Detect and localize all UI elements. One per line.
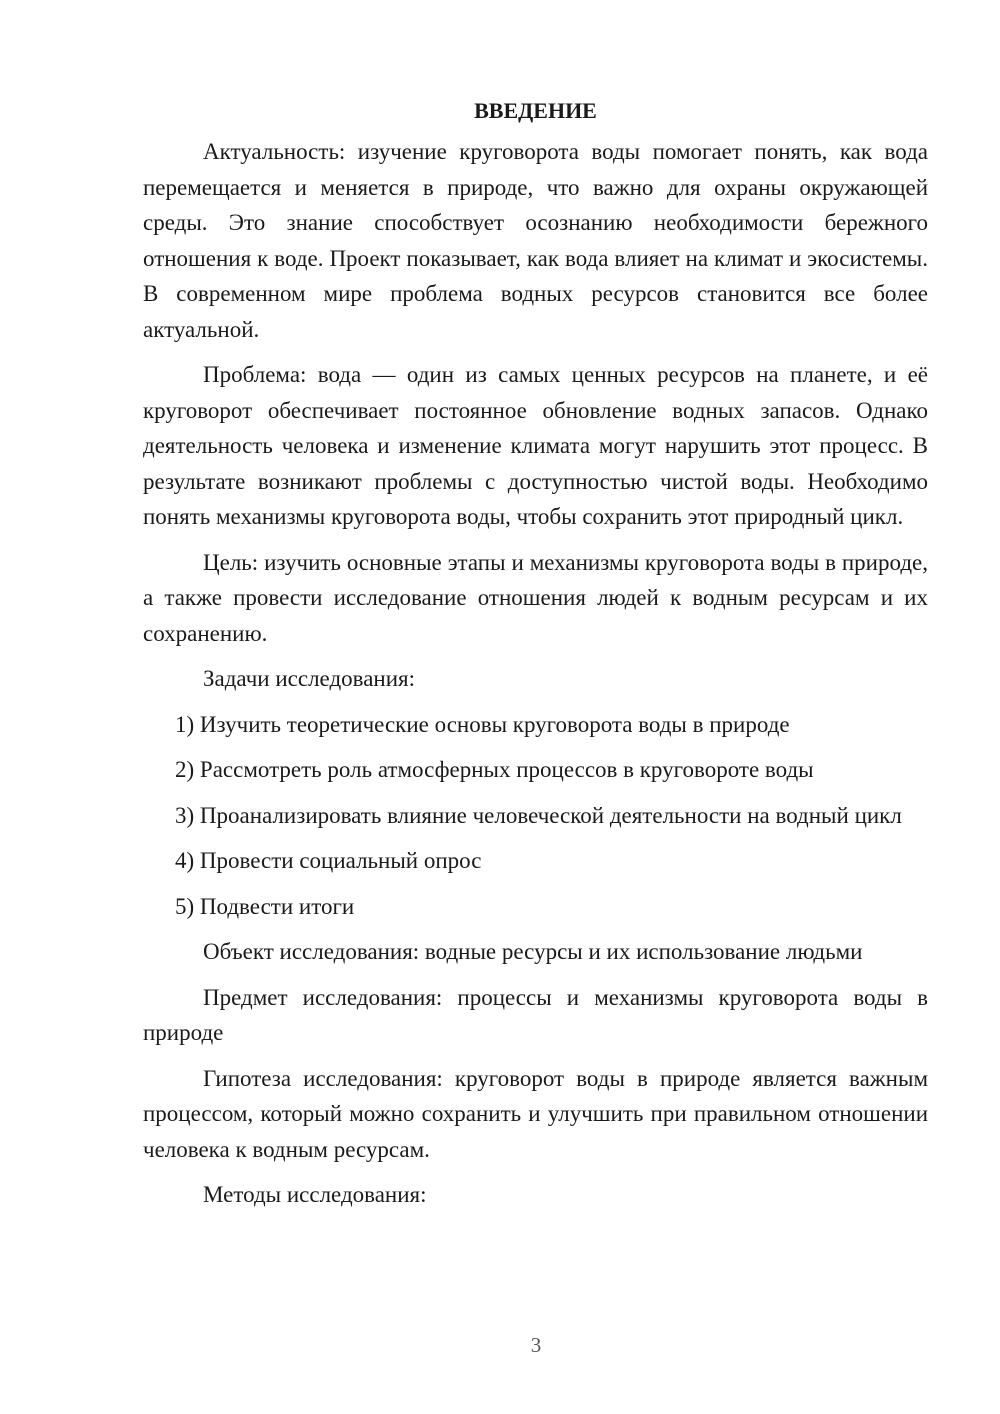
paragraph-object: Объект исследования: водные ресурсы и их использование людьми bbox=[203, 939, 863, 964]
list-item-task-3: 3) Проанализировать влияние человеческой деятельности на водный цикл bbox=[175, 802, 902, 828]
list-item-task-2: 2) Рассмотреть роль атмосферных процессов в круговороте воды bbox=[175, 757, 814, 782]
methods-heading: Методы исследования: bbox=[203, 1182, 427, 1207]
page-title: ВВЕДЕНИЕ bbox=[474, 98, 597, 123]
paragraph-problem: Проблема: вода — один из самых ценных ресурсов на планете, и её круговорот обеспечивает постоянное обновление водных запасов. Однако деятельность человека и изменение климата могут нарушить этот процесс. В результате возникают проблемы с доступностью чистой воды. Необходимо понять механизмы круговорота воды, чтобы сохранить этот природный цикл. bbox=[143, 362, 928, 529]
paragraph-goal: Цель: изучить основные этапы и механизмы круговорота воды в природе, а также провести исследование отношения людей к водным ресурсам и их сохранению. bbox=[143, 549, 928, 646]
list-item-task-1: 1) Изучить теоретические основы круговорота воды в природе bbox=[175, 711, 790, 737]
list-item-task-4: 4) Провести социальный опрос bbox=[175, 848, 482, 873]
page-content bbox=[143, 96, 928, 1223]
page-number: 3 bbox=[530, 1333, 542, 1357]
paragraph-hypothesis: Гипотеза исследования: круговорот воды в природе является важным процессом, который можно сохранить и улучшить при правильном отношении человека к водным ресурсам. bbox=[143, 1065, 928, 1162]
list-item-task-5: 5) Подвести итоги bbox=[175, 893, 355, 919]
paragraph-relevance: Актуальность: изучение круговорота воды помогает понять, как вода перемещается и меняется в природе, что важно для охраны окружающей среды. Это знание способствует осознанию необходимости бережного отношения к воде. Проект показывает, как вода влияет на климат и экосистемы. В современном мире проблема водных ресурсов становится все более актуальной. bbox=[143, 139, 928, 342]
tasks-heading: Задачи исследования: bbox=[203, 666, 416, 691]
paragraph-subject: Предмет исследования: процессы и механизмы круговорота воды в природе bbox=[143, 984, 928, 1045]
